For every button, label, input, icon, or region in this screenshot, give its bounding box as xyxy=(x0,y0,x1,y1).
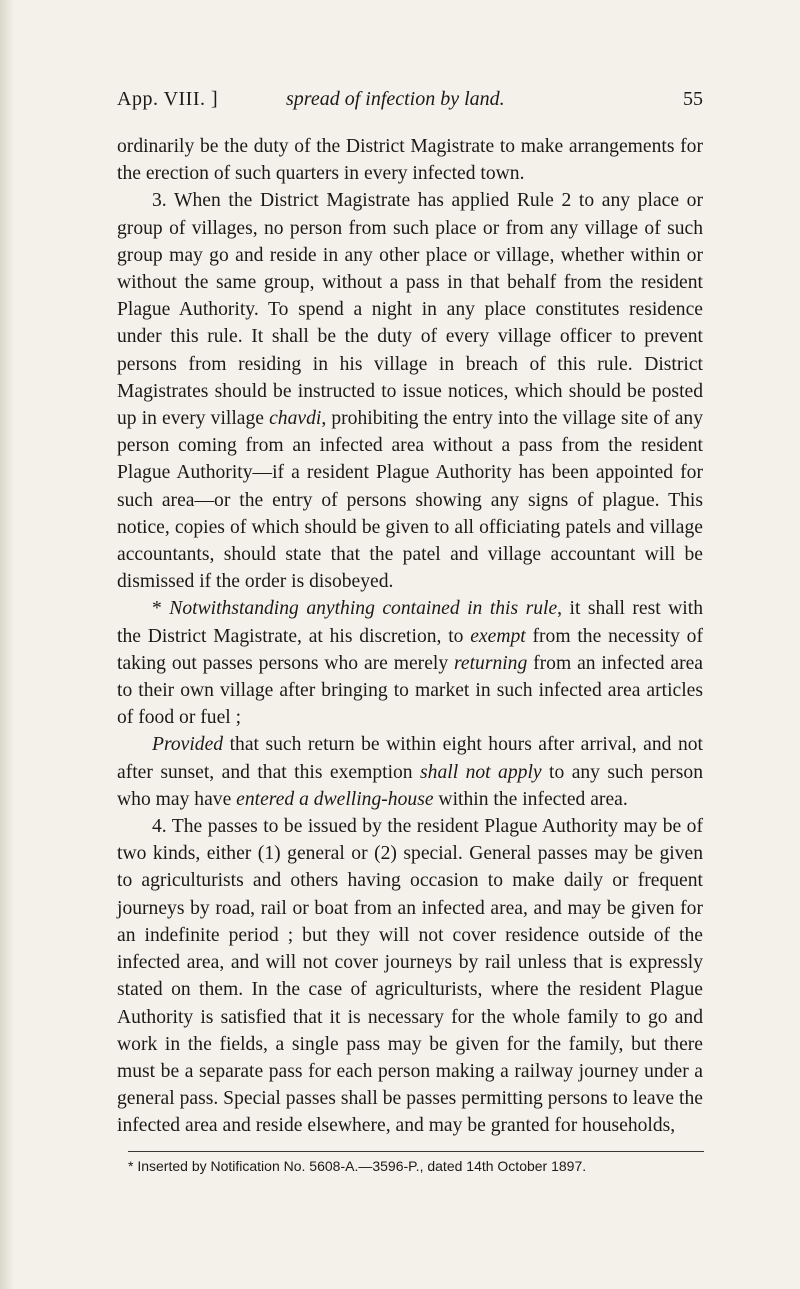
term-chavdi: chavdi xyxy=(269,408,322,430)
page-binding-edge xyxy=(0,0,14,1289)
page-number: 55 xyxy=(683,88,703,110)
paragraph-rule-4: 4. The passes to be issued by the resident Plague Authority may be of two kinds, either (1) general or (2) special. General passes may be given to agriculturists and others having occasion to make daily or frequent journeys by road, rail or boat from an infected area, and may be given for an indefinite period ; but they will not cover residence outside of the infected area, and will not cover journeys by rail unless that is expressly stated on them. In the case of agriculturists, where the resident Plague Authority is satisfied that it is necessary for the whole family to go and work in the fields, a single pass may be given for the family, but there must be a separate pass for each person making a railway journey under a general pass. Special passes shall be passes permitting persons to leave the infected area and reside elsewhere, and may be granted for households, xyxy=(117,816,703,1137)
paragraph-proviso: Provided that such return be within eight hours after arrival, and not after sunset, and that this exemption shall not apply to any such person who may have entered a dwelling-house within the infected area. xyxy=(117,734,703,810)
footnote: * Inserted by Notification No. 5608-A.—3596-P., dated 14th October 1897. xyxy=(128,1158,587,1174)
footnote-divider xyxy=(128,1151,704,1152)
body-text xyxy=(117,133,703,1140)
paragraph-rule-3: 3. When the District Magistrate has applied Rule 2 to any place or group of villages, no person from such place or from any village of such group may go and reside in any other place or village, whether within or without the same group, without a pass in that behalf from the resident Plague Authority. To spend a night in any place constitutes residence under this rule. It shall be the duty of every village officer to prevent persons from residing in his village in breach of this rule. District Magistrates should be instructed to issue notices, which should be posted up in every village chavdi, prohibiting the entry into the village site of any person coming from an infected area without a pass from the resident Plague Authority—if a resident Plague Authority has been appointed for such area—or the entry of persons showing any signs of plague. This notice, copies of which should be given to all officiating patels and village accountants, should state that the patel and village accountant will be dismissed if the order is disobeyed. xyxy=(117,190,703,593)
running-header xyxy=(117,88,703,118)
running-title: spread of infection by land. xyxy=(286,88,505,110)
appendix-label: App. VIII. ] xyxy=(117,88,219,110)
paragraph-exemption: * Notwithstanding anything contained in this rule, it shall rest with the District Magistrate, at his discretion, to exempt from the necessity of taking out passes persons who are merely returning from an infected area to their own village after bringing to market in such infected area articles of food or fuel ; xyxy=(117,598,703,729)
paragraph-continuation: ordinarily be the duty of the District Magistrate to make arrangements for the erection of such quarters in every infected town. xyxy=(117,136,703,185)
